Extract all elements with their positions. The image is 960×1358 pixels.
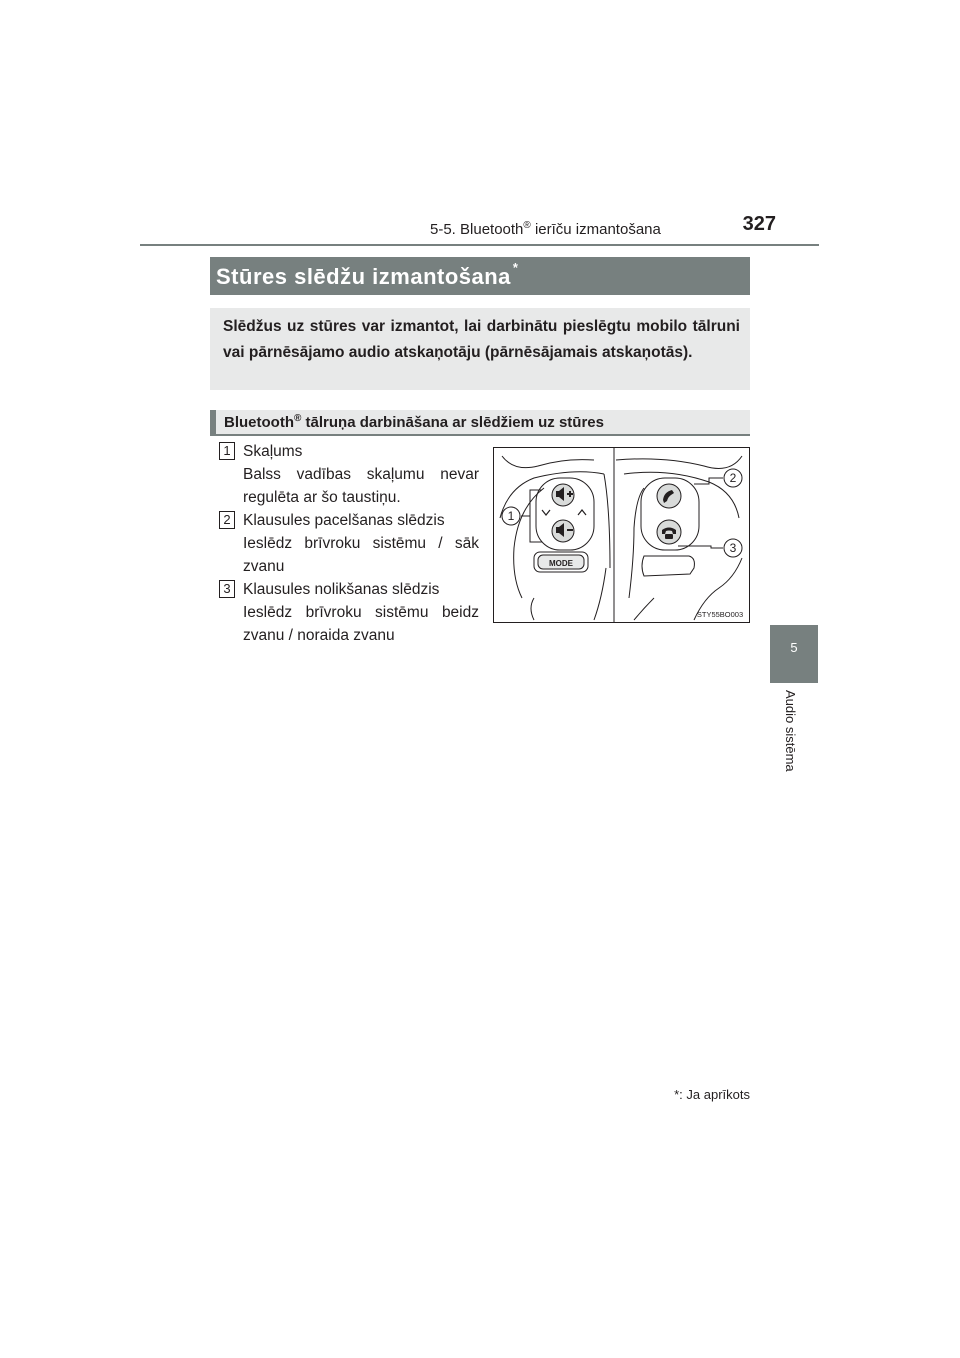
intro-text: Slēdžus uz stūres var izmantot, lai darbinātu pieslēgtu mobilo tālruni vai pārnēsājamo audio atskaņotāju (pārnēsājamais atskaņotās). xyxy=(223,318,740,361)
chevron-up-icon xyxy=(578,510,586,515)
subheading-suffix: tālruņa darbināšana ar slēdžiem uz stūres xyxy=(301,414,604,431)
chapter-number: 5 xyxy=(790,640,798,655)
section-suffix: ierīču izmantošana xyxy=(530,221,661,238)
callout-3: 3 xyxy=(729,541,737,555)
chapter-label xyxy=(783,690,803,810)
figure-code: STY55BO003 xyxy=(696,610,744,619)
item-number-3: 3 xyxy=(219,580,235,598)
steering-switch-figure xyxy=(493,447,750,623)
page-title-text: Stūres slēdžu izmantošana xyxy=(216,264,511,289)
item-number-2: 2 xyxy=(219,511,235,529)
callout-2: 2 xyxy=(729,471,737,485)
subheading-reg: ® xyxy=(293,413,302,424)
section-prefix: 5-5. Bluetooth xyxy=(430,221,524,238)
item-title-2: Klausules pacelšanas slēdzis xyxy=(243,512,445,529)
mode-label: MODE xyxy=(549,559,573,568)
subheading-accent xyxy=(210,410,216,436)
subheading-prefix: Bluetooth xyxy=(224,414,294,431)
item-desc-1: Balss vadības skaļumu nevar regulēta ar šo taustiņu. xyxy=(243,466,479,506)
callout-1: 1 xyxy=(507,509,515,523)
item-desc-2: Ieslēdz brīvroku sistēmu / sāk zvanu xyxy=(243,535,479,575)
registered-mark: ® xyxy=(523,220,531,231)
item-desc-3: Ieslēdz brīvroku sistēmu beidz zvanu / noraida zvanu xyxy=(243,604,479,644)
item-title-3: Klausules nolikšanas slēdzis xyxy=(243,581,440,598)
header-rule xyxy=(140,244,819,246)
subheading xyxy=(224,413,604,431)
steering-wheel-illustration xyxy=(494,448,749,622)
running-header-section xyxy=(430,220,682,238)
chevron-down-icon xyxy=(542,510,550,515)
item-title-1: Skaļums xyxy=(243,443,303,460)
page-title xyxy=(216,260,519,290)
footnote: *: Ja aprīkots xyxy=(674,1087,750,1102)
chapter-label-text: Audio sistēma xyxy=(783,690,798,772)
page-number: 327 xyxy=(742,213,776,235)
item-number-1: 1 xyxy=(219,442,235,460)
equipment-marker: * xyxy=(512,260,519,275)
